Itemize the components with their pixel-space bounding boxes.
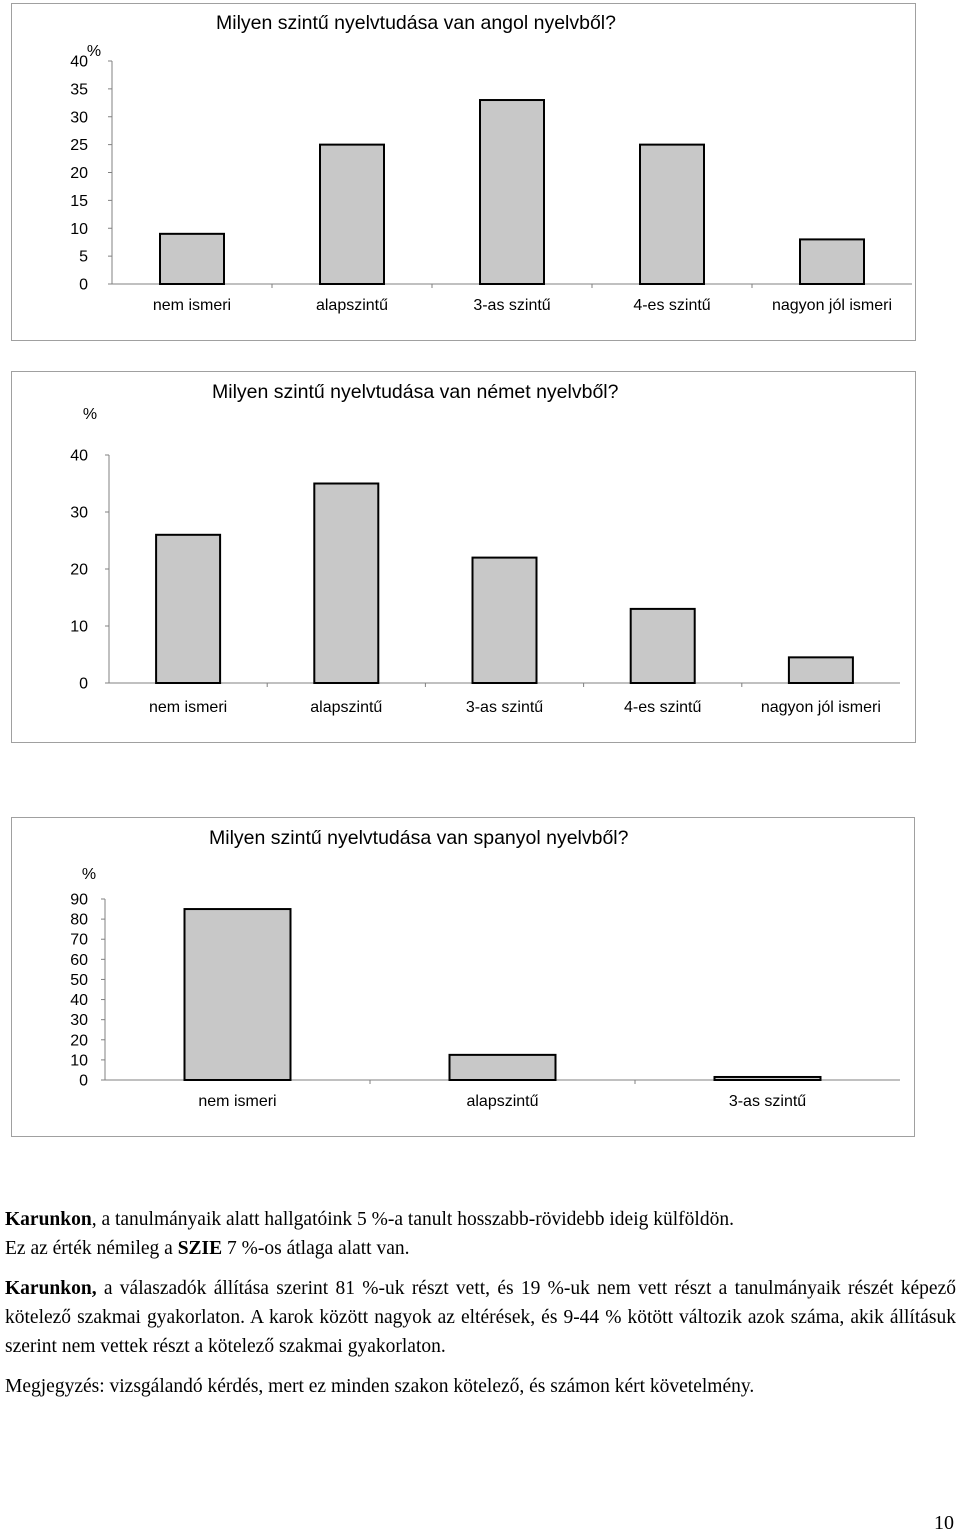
y-tick-label: 80 <box>70 911 88 929</box>
bar-3 <box>640 145 704 284</box>
y-tick-label: 0 <box>79 276 88 294</box>
chart-title: Milyen szintű nyelvtudása van angol nyelvből? <box>216 12 616 34</box>
x-tick-label: nagyon jól ismeri <box>771 297 893 314</box>
y-tick-label: 20 <box>70 1032 88 1050</box>
x-tick-label: 4-es szintű <box>624 699 702 716</box>
faculty-label-2: Karunkon, <box>5 1278 97 1299</box>
x-tick-label: alapszintű <box>466 1093 539 1110</box>
bar-0 <box>156 535 220 683</box>
chart-german-level <box>11 371 916 743</box>
szie-label: SZIE <box>177 1238 223 1259</box>
y-tick-label: 40 <box>70 992 88 1010</box>
chart-english-svg <box>12 4 917 342</box>
x-tick-label: 3-as szintű <box>728 1093 807 1110</box>
y-tick-label: 10 <box>70 220 88 238</box>
x-tick-label: 3-as szintű <box>465 699 544 716</box>
y-tick-label: 70 <box>70 931 88 949</box>
bar-1 <box>314 484 378 684</box>
bar-0 <box>160 234 224 284</box>
x-tick-label: nem ismeri <box>148 699 228 716</box>
y-tick-label: 40 <box>70 447 88 465</box>
paragraph-practice: Karunkon, a válaszadók állítása szerint 81 %-uk részt vett, és 19 %-uk nem vett részt a tanulmányaik részét képező kötelező szakmai gyakorlaton. A karok között nagyok az eltérések, és 9-44 % kötött változik azok száma, akik állításuk szerint nem vettek részt a kötelező szakmai gyakorlaton. <box>5 1278 956 1357</box>
bar-4 <box>789 657 853 683</box>
y-tick-label: 0 <box>79 1072 88 1090</box>
bar-1 <box>320 145 384 284</box>
y-tick-label: 25 <box>70 137 88 155</box>
chart-title: Milyen szintű nyelvtudása van spanyol nyelvből? <box>209 827 629 849</box>
text-section <box>5 1205 956 1401</box>
y-tick-label: 40 <box>70 53 88 71</box>
x-tick-label: alapszintű <box>315 297 389 314</box>
y-tick-label: 5 <box>79 248 88 266</box>
page-number: 10 <box>934 1512 954 1534</box>
x-tick-label: alapszintű <box>310 699 383 716</box>
chart-german-svg <box>12 372 917 744</box>
x-tick-label: nem ismeri <box>198 1093 277 1110</box>
y-tick-label: 20 <box>70 561 88 579</box>
y-tick-label: 10 <box>70 618 88 636</box>
y-tick-label: 90 <box>70 891 88 909</box>
y-axis-label: % <box>82 406 98 423</box>
bar-2 <box>715 1077 821 1080</box>
bar-2 <box>473 558 537 683</box>
y-tick-label: 60 <box>70 951 88 969</box>
x-tick-label: nagyon jól ismeri <box>760 699 881 716</box>
y-tick-label: 30 <box>70 504 88 522</box>
y-tick-label: 35 <box>70 81 88 99</box>
bar-3 <box>631 609 695 683</box>
y-tick-label: 0 <box>79 675 88 693</box>
y-tick-label: 30 <box>70 1012 88 1030</box>
paragraph-szie: Ez az érték némileg a SZIE 7 %-os átlaga alatt van. <box>5 1238 410 1259</box>
y-tick-label: 20 <box>70 165 88 182</box>
bar-4 <box>800 239 864 284</box>
chart-spanish-level <box>11 817 915 1137</box>
chart-spanish-svg <box>12 818 916 1138</box>
x-tick-label: nem ismeri <box>152 297 232 314</box>
paragraph-abroad: Karunkon, a tanulmányaik alatt hallgatóink 5 %-a tanult hosszabb-rövidebb ideig külföldön. <box>5 1209 734 1230</box>
x-tick-label: 3-as szintű <box>473 297 551 314</box>
paragraph-note: Megjegyzés: vizsgálandó kérdés, mert ez minden szakon kötelező, és számon kért követelmény. <box>5 1376 755 1397</box>
chart-title: Milyen szintű nyelvtudása van német nyelvből? <box>212 381 619 403</box>
chart-english-level <box>11 3 916 341</box>
y-axis-label: % <box>81 866 97 883</box>
y-tick-label: 30 <box>70 109 88 127</box>
bar-1 <box>450 1055 556 1080</box>
bar-2 <box>480 100 544 284</box>
bar-0 <box>185 909 291 1080</box>
faculty-label: Karunkon <box>5 1209 92 1230</box>
x-tick-label: 4-es szintű <box>633 297 711 314</box>
y-tick-label: 50 <box>70 971 88 989</box>
y-tick-label: 10 <box>70 1052 88 1070</box>
y-tick-label: 15 <box>70 192 88 210</box>
y-axis-label: % <box>86 43 102 60</box>
